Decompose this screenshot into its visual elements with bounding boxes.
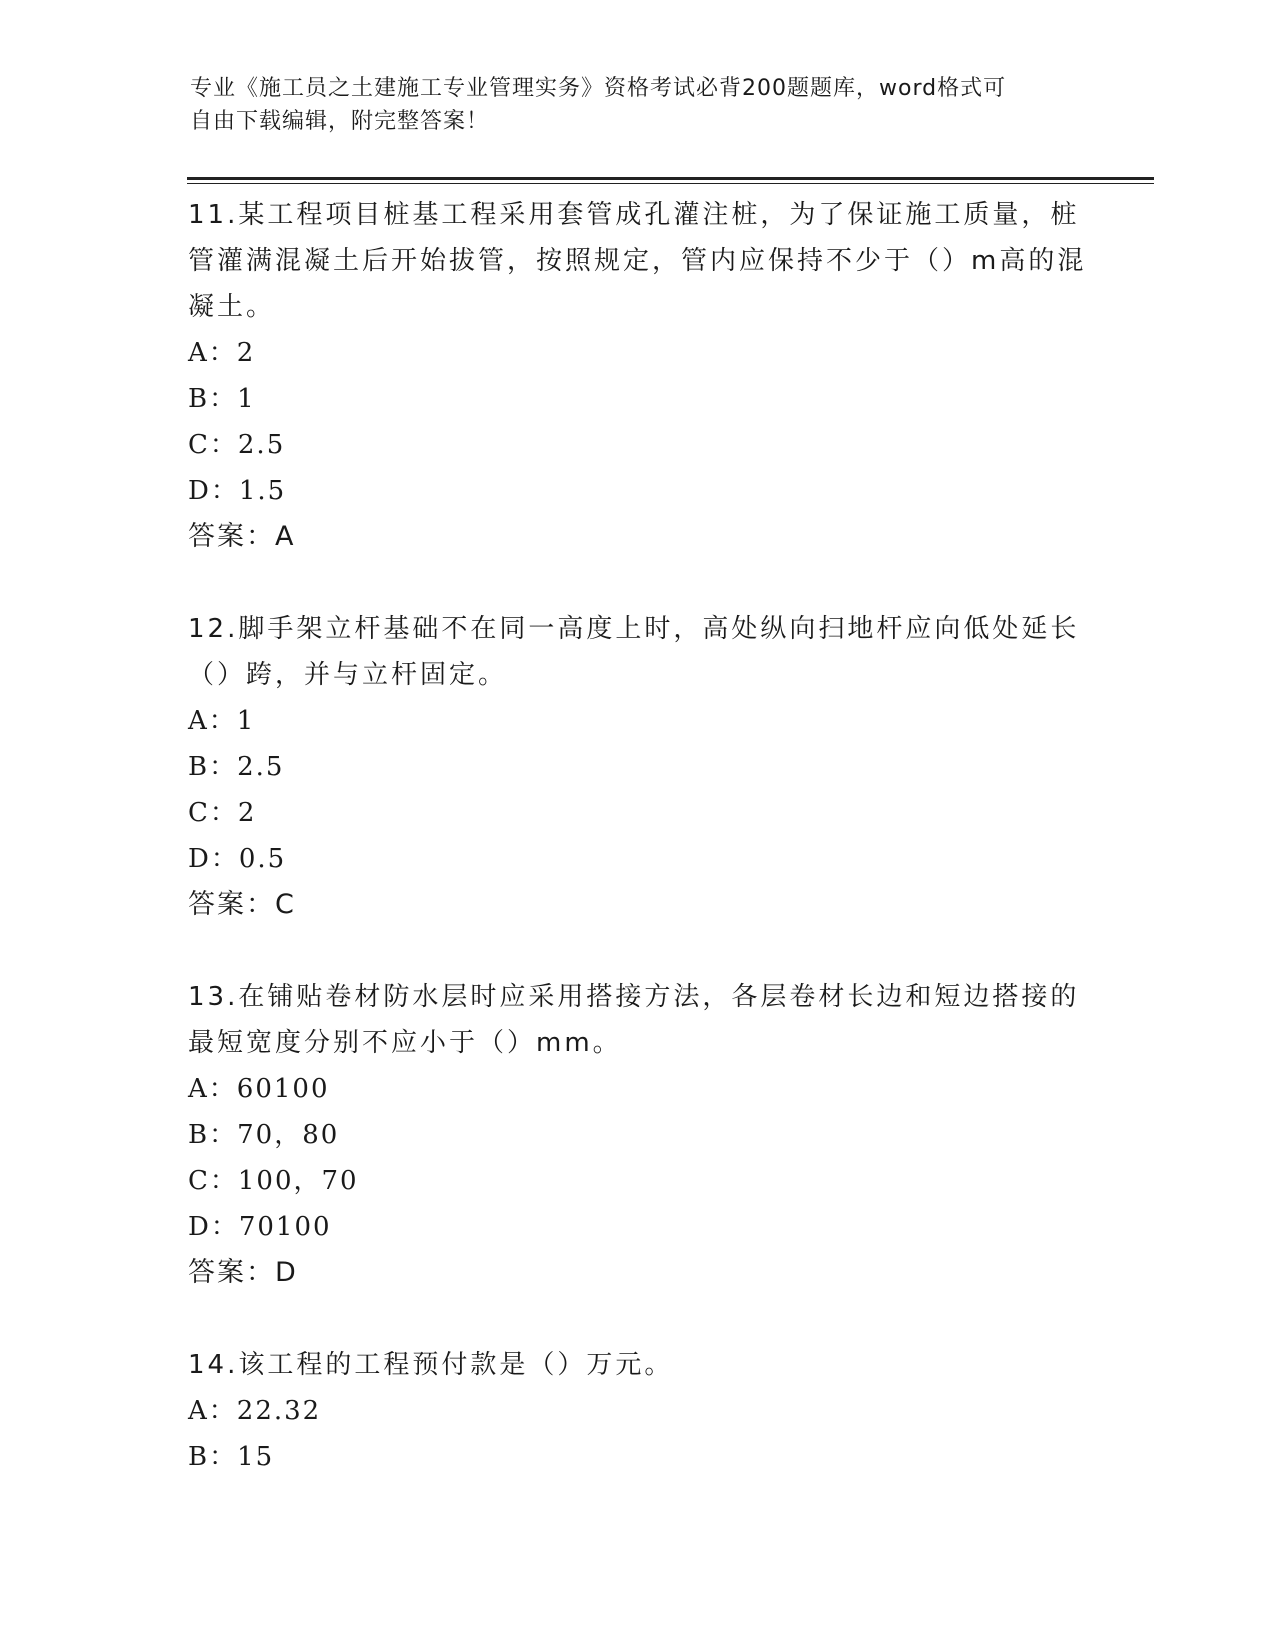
option-d: D：0.5 <box>188 844 287 874</box>
option-c: C：100，70 <box>188 1166 359 1196</box>
option-b: B：1 <box>188 384 256 414</box>
document-header <box>190 72 1090 138</box>
option-c: C：2 <box>188 798 257 828</box>
header-line-1: 专业《施工员之土建施工专业管理实务》资格考试必背200题题库，word格式可 <box>190 76 1007 101</box>
option-c: C：2.5 <box>188 430 286 460</box>
option-b: B：2.5 <box>188 752 285 782</box>
header-divider-thin <box>187 183 1154 184</box>
question-stem: 14.该工程的工程预付款是（）万元。 <box>188 1350 674 1380</box>
question-13 <box>188 974 1088 1296</box>
answer-line: 答案：C <box>188 889 296 920</box>
question-stem: 13.在铺贴卷材防水层时应采用搭接方法，各层卷材长边和短边搭接的最短宽度分别不应小于（）mm。 <box>188 982 1080 1058</box>
answer-line: 答案：A <box>188 521 296 552</box>
option-b: B：70，80 <box>188 1120 340 1150</box>
question-list <box>188 192 1088 1526</box>
option-a: A：1 <box>188 706 256 736</box>
question-12 <box>188 606 1088 928</box>
answer-line: 答案：D <box>188 1257 298 1288</box>
header-line-2: 自由下载编辑，附完整答案！ <box>190 109 490 134</box>
question-stem: 11.某工程项目桩基工程采用套管成孔灌注桩，为了保证施工质量，桩管灌满混凝土后开始拔管，按照规定，管内应保持不少于（）m高的混凝土。 <box>188 200 1087 322</box>
option-d: D：70100 <box>188 1212 332 1242</box>
option-a: A：22.32 <box>188 1396 322 1426</box>
option-b: B：15 <box>188 1442 275 1472</box>
option-a: A：60100 <box>188 1074 330 1104</box>
question-stem: 12.脚手架立杆基础不在同一高度上时，高处纵向扫地杆应向低处延长（）跨，并与立杆固定。 <box>188 614 1080 690</box>
question-14 <box>188 1342 1088 1480</box>
option-d: D：1.5 <box>188 476 287 506</box>
option-a: A：2 <box>188 338 256 368</box>
question-11 <box>188 192 1088 560</box>
header-divider-thick <box>187 177 1154 180</box>
